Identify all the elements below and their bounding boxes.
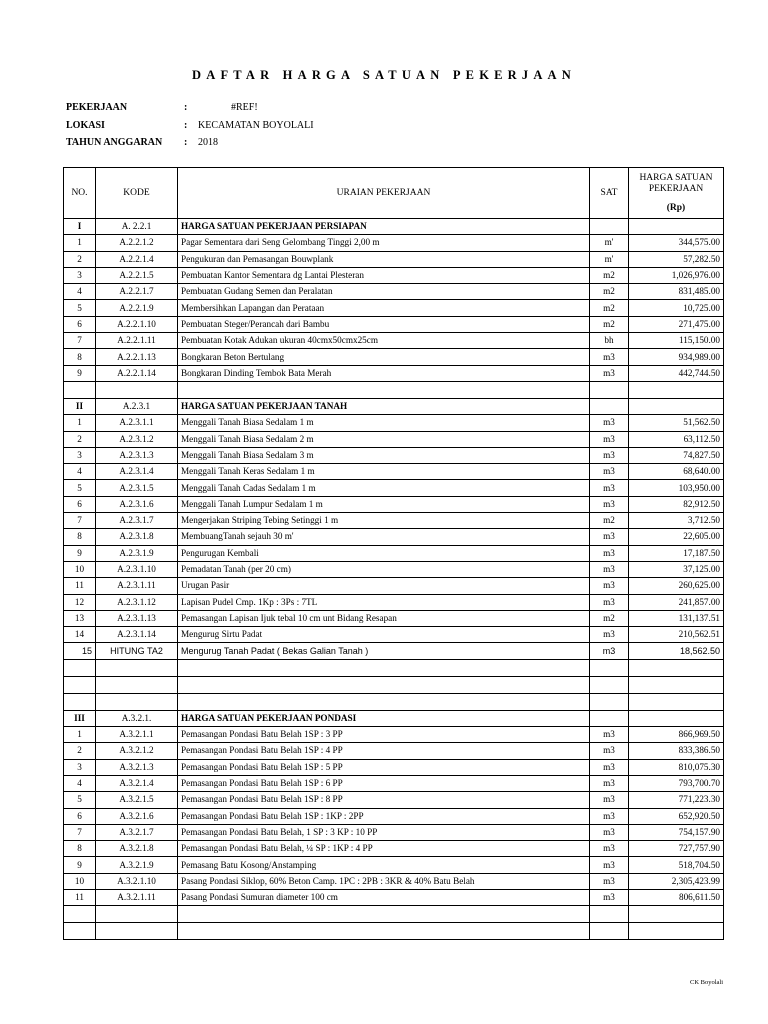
cell-uraian: Pemasangan Pondasi Batu Belah 1SP : 5 PP [178,759,590,775]
cell-uraian: Menggali Tanah Lumpur Sedalam 1 m [178,496,590,512]
cell-no: 2 [64,251,96,267]
cell-harga: 74,827.50 [629,447,724,463]
cell-kode: A.2.2.1.2 [96,235,178,251]
cell-harga: 344,575.00 [629,235,724,251]
cell-kode: A.3.2.1.3 [96,759,178,775]
cell-kode: A.3.2.1.9 [96,857,178,873]
cell-sat: m3 [590,873,629,889]
cell-sat: m3 [590,857,629,873]
cell-sat: m2 [590,267,629,283]
cell-kode: A.2.2.1.7 [96,284,178,300]
section-row [64,219,724,235]
cell-sat: m3 [590,594,629,610]
cell-uraian [178,693,590,710]
cell-uraian: Membersihkan Lapangan dan Perataan [178,300,590,316]
cell-kode: HITUNG TA2 [96,643,178,659]
table-row [64,447,724,463]
cell-no: II [64,398,96,414]
cell-uraian: Pengurugan Kembali [178,545,590,561]
section-row [64,398,724,414]
empty-row [64,923,724,940]
cell-sat [590,906,629,923]
table-row [64,464,724,480]
cell-sat [590,693,629,710]
cell-harga: 1,026,976.00 [629,267,724,283]
cell-uraian: Pembuatan Steger/Perancah dari Bambu [178,316,590,332]
table-row [64,333,724,349]
cell-no: 9 [64,545,96,561]
cell-kode: A.3.2.1.11 [96,889,178,905]
cell-sat: m2 [590,513,629,529]
cell-uraian: Menggali Tanah Keras Sedalam 1 m [178,464,590,480]
cell-no: 15 [64,643,96,659]
cell-kode: A.2.3.1.1 [96,415,178,431]
table-row [64,775,724,791]
cell-no: 1 [64,415,96,431]
cell-kode: A.2.3.1.5 [96,480,178,496]
cell-harga: 260,625.00 [629,578,724,594]
cell-kode: A.3.2.1.4 [96,775,178,791]
cell-no: 7 [64,824,96,840]
footer-note: CK Boyolali [690,979,724,986]
cell-no [64,923,96,940]
cell-sat [590,381,629,398]
cell-kode: A.2.3.1.10 [96,561,178,577]
cell-harga: 754,157.90 [629,824,724,840]
section-row [64,710,724,726]
cell-uraian: Bongkaran Beton Bertulang [178,349,590,365]
cell-harga [629,398,724,414]
price-table [63,167,724,940]
cell-uraian [178,676,590,693]
cell-sat: m3 [590,496,629,512]
cell-uraian [178,381,590,398]
cell-sat [590,676,629,693]
cell-harga: 271,475.00 [629,316,724,332]
info-label: TAHUN ANGGARAN [66,137,163,148]
cell-harga: 934,989.00 [629,349,724,365]
cell-no: 3 [64,447,96,463]
cell-no [64,659,96,676]
cell-harga: 866,969.50 [629,727,724,743]
cell-kode: A.2.3.1.12 [96,594,178,610]
table-row [64,759,724,775]
cell-kode: A.2.2.1.11 [96,333,178,349]
cell-uraian: Pemasangan Pondasi Batu Belah 1SP : 6 PP [178,775,590,791]
cell-no: 2 [64,431,96,447]
cell-kode: A. 2.2.1 [96,219,178,235]
cell-no [64,676,96,693]
cell-kode: A.2.3.1.7 [96,513,178,529]
cell-no: 14 [64,627,96,643]
cell-uraian: Menggali Tanah Biasa Sedalam 1 m [178,415,590,431]
cell-no: 4 [64,775,96,791]
cell-uraian: HARGA SATUAN PEKERJAAN TANAH [178,398,590,414]
cell-harga: 771,223.30 [629,792,724,808]
cell-harga: 833,386.50 [629,743,724,759]
cell-harga [629,710,724,726]
cell-kode [96,923,178,940]
table-row [64,578,724,594]
cell-no: 4 [64,284,96,300]
cell-uraian: Bongkaran Dinding Tembok Bata Merah [178,365,590,381]
cell-sat: m3 [590,727,629,743]
cell-no: 7 [64,513,96,529]
table-header [64,168,724,219]
cell-sat: m2 [590,300,629,316]
info-colon: : [184,102,188,113]
table-row [64,267,724,283]
cell-no: 8 [64,349,96,365]
cell-sat: m3 [590,447,629,463]
info-value: KECAMATAN BOYOLALI [198,120,314,131]
info-colon: : [184,137,188,148]
cell-harga [629,676,724,693]
cell-harga: 17,187.50 [629,545,724,561]
cell-uraian: Pemasangan Pondasi Batu Belah 1SP : 1KP : 2PP [178,808,590,824]
cell-sat: m3 [590,578,629,594]
cell-kode [96,381,178,398]
cell-uraian: Pembuatan Kantor Sementara dg Lantai Plesteran [178,267,590,283]
cell-kode: A.3.2.1.1 [96,727,178,743]
cell-harga: 652,920.50 [629,808,724,824]
cell-uraian: Pemasangan Pondasi Batu Belah 1SP : 8 PP [178,792,590,808]
cell-kode: A.2.3.1.13 [96,610,178,626]
cell-no: III [64,710,96,726]
cell-harga: 10,725.00 [629,300,724,316]
cell-uraian: Mengurug Tanah Padat ( Bekas Galian Tanah ) [178,643,590,659]
cell-kode: A.2.3.1.3 [96,447,178,463]
table-row [64,316,724,332]
cell-harga: 115,150.00 [629,333,724,349]
cell-uraian: Pemasangan Pondasi Batu Belah 1SP : 4 PP [178,743,590,759]
cell-no: 1 [64,727,96,743]
empty-row [64,906,724,923]
table-row [64,300,724,316]
cell-no: 13 [64,610,96,626]
cell-kode: A.2.3.1.4 [96,464,178,480]
cell-harga [629,693,724,710]
cell-no: 11 [64,889,96,905]
cell-sat [590,923,629,940]
cell-kode: A.3.2.1.6 [96,808,178,824]
header-uraian: URAIAN PEKERJAAN [178,168,590,219]
header-harga-unit: (Rp) [666,202,686,213]
cell-uraian: MembuangTanah sejauh 30 m' [178,529,590,545]
table-row [64,480,724,496]
table-row [64,251,724,267]
table-body [64,219,724,940]
table-row [64,529,724,545]
cell-sat: m3 [590,349,629,365]
cell-harga: 793,700.70 [629,775,724,791]
empty-row [64,693,724,710]
cell-no: 6 [64,496,96,512]
table-row [64,431,724,447]
empty-row [64,381,724,398]
cell-sat: m3 [590,545,629,561]
table-row [64,349,724,365]
cell-kode: A.3.2.1.8 [96,841,178,857]
cell-sat: m3 [590,464,629,480]
cell-harga [629,219,724,235]
info-value: #REF! [231,102,258,113]
cell-no: 8 [64,529,96,545]
cell-uraian: Pasang Pondasi Siklop, 60% Beton Camp. 1PC : 2PB : 3KR & 40% Batu Belah [178,873,590,889]
table-row [64,496,724,512]
cell-sat: bh [590,333,629,349]
cell-sat: m3 [590,775,629,791]
info-value: 2018 [198,137,218,148]
cell-sat [590,398,629,414]
cell-harga: 831,485.00 [629,284,724,300]
cell-kode [96,659,178,676]
cell-harga: 63,112.50 [629,431,724,447]
cell-kode: A.3.2.1.5 [96,792,178,808]
cell-sat: m2 [590,284,629,300]
cell-uraian: Pemasang Batu Kosong/Anstamping [178,857,590,873]
cell-sat: m3 [590,743,629,759]
cell-sat: m3 [590,841,629,857]
cell-harga: 82,912.50 [629,496,724,512]
cell-kode: A.2.2.1.9 [96,300,178,316]
cell-uraian [178,906,590,923]
cell-no: 2 [64,743,96,759]
cell-uraian: Pengukuran dan Pemasangan Bouwplank [178,251,590,267]
cell-no: 1 [64,235,96,251]
cell-uraian: Lapisan Pudel Cmp. 1Kp : 3Ps : 7TL [178,594,590,610]
cell-harga [629,381,724,398]
cell-harga: 131,137.51 [629,610,724,626]
cell-no: 7 [64,333,96,349]
cell-no: I [64,219,96,235]
cell-no [64,906,96,923]
cell-no: 4 [64,464,96,480]
cell-uraian [178,923,590,940]
cell-kode [96,906,178,923]
cell-harga: 518,704.50 [629,857,724,873]
cell-uraian: Mengerjakan Striping Tebing Setinggi 1 m [178,513,590,529]
header-harga-line2: PEKERJAAN [648,183,704,194]
table-row [64,627,724,643]
cell-sat: m2 [590,316,629,332]
cell-harga [629,923,724,940]
cell-uraian: Pemasangan Pondasi Batu Belah, ¼ SP : 1KP : 4 PP [178,841,590,857]
cell-no: 6 [64,808,96,824]
cell-harga: 2,305,423.99 [629,873,724,889]
cell-kode: A.2.3.1.14 [96,627,178,643]
cell-harga: 51,562.50 [629,415,724,431]
table-row [64,873,724,889]
cell-sat: m3 [590,889,629,905]
table-row [64,727,724,743]
cell-sat [590,219,629,235]
cell-kode: A.3.2.1.10 [96,873,178,889]
info-colon: : [184,120,188,131]
cell-sat: m' [590,235,629,251]
cell-uraian: Pemasangan Pondasi Batu Belah 1SP : 3 PP [178,727,590,743]
cell-kode: A.2.3.1.8 [96,529,178,545]
cell-harga [629,906,724,923]
table-row [64,545,724,561]
cell-sat: m3 [590,824,629,840]
empty-row [64,659,724,676]
table-row [64,743,724,759]
cell-uraian: Pagar Sementara dari Seng Gelombang Tinggi 2,00 m [178,235,590,251]
header-harga-line1: HARGA SATUAN [639,172,713,183]
cell-sat: m3 [590,415,629,431]
cell-no: 5 [64,300,96,316]
cell-harga: 68,640.00 [629,464,724,480]
table-row [64,365,724,381]
table-row [64,643,724,659]
cell-sat: m3 [590,808,629,824]
cell-harga: 18,562.50 [629,643,724,659]
cell-uraian: Pemasangan Pondasi Batu Belah, 1 SP : 3 KP : 10 PP [178,824,590,840]
cell-harga: 22,605.00 [629,529,724,545]
cell-uraian: Pemadatan Tanah (per 20 cm) [178,561,590,577]
cell-uraian: Mengurug Sirtu Padat [178,627,590,643]
cell-sat: m' [590,251,629,267]
cell-no: 5 [64,792,96,808]
cell-harga: 3,712.50 [629,513,724,529]
cell-harga: 57,282.50 [629,251,724,267]
cell-harga: 442,744.50 [629,365,724,381]
cell-kode: A.3.2.1.7 [96,824,178,840]
info-label: LOKASI [66,120,105,131]
cell-no: 9 [64,857,96,873]
cell-kode: A.2.2.1.13 [96,349,178,365]
cell-no: 3 [64,759,96,775]
cell-sat: m3 [590,431,629,447]
table-row [64,824,724,840]
cell-kode: A.2.3.1 [96,398,178,414]
table-row [64,857,724,873]
cell-kode [96,676,178,693]
cell-no: 12 [64,594,96,610]
cell-uraian: Pembuatan Kotak Adukan ukuran 40cmx50cmx25cm [178,333,590,349]
cell-sat: m3 [590,529,629,545]
table-row [64,594,724,610]
cell-uraian: Menggali Tanah Cadas Sedalam 1 m [178,480,590,496]
cell-uraian: Pasang Pondasi Sumuran diameter 100 cm [178,889,590,905]
cell-harga: 37,125.00 [629,561,724,577]
cell-uraian: HARGA SATUAN PEKERJAAN PERSIAPAN [178,219,590,235]
table-row [64,792,724,808]
cell-uraian: Menggali Tanah Biasa Sedalam 2 m [178,431,590,447]
header-kode: KODE [96,168,178,219]
cell-harga: 806,611.50 [629,889,724,905]
cell-harga: 210,562.51 [629,627,724,643]
cell-sat: m3 [590,792,629,808]
cell-sat: m2 [590,610,629,626]
cell-kode: A.2.3.1.9 [96,545,178,561]
cell-no: 11 [64,578,96,594]
table-row [64,561,724,577]
cell-sat: m3 [590,561,629,577]
cell-uraian: Urugan Pasir [178,578,590,594]
cell-kode: A.2.2.1.4 [96,251,178,267]
cell-sat: m3 [590,365,629,381]
cell-kode: A.3.2.1.2 [96,743,178,759]
cell-sat [590,659,629,676]
cell-harga: 241,857.00 [629,594,724,610]
cell-uraian: Pembuatan Gudang Semen dan Peralatan [178,284,590,300]
cell-no: 3 [64,267,96,283]
table-row [64,808,724,824]
cell-kode: A.2.2.1.10 [96,316,178,332]
cell-sat: m3 [590,627,629,643]
cell-no: 8 [64,841,96,857]
cell-harga [629,659,724,676]
cell-sat: m3 [590,759,629,775]
cell-no: 5 [64,480,96,496]
cell-uraian: HARGA SATUAN PEKERJAAN PONDASI [178,710,590,726]
cell-kode [96,693,178,710]
table-row [64,841,724,857]
cell-sat: m3 [590,480,629,496]
cell-no: 10 [64,561,96,577]
table-row [64,610,724,626]
cell-harga: 103,950.00 [629,480,724,496]
table-row [64,235,724,251]
table-row [64,513,724,529]
header-harga [629,168,724,219]
cell-uraian: Menggali Tanah Biasa Sedalam 3 m [178,447,590,463]
table-row [64,284,724,300]
info-label: PEKERJAAN [66,102,128,113]
header-sat: SAT [590,168,629,219]
cell-kode: A.3.2.1. [96,710,178,726]
cell-no: 10 [64,873,96,889]
table-row [64,415,724,431]
table-row [64,889,724,905]
cell-uraian [178,659,590,676]
empty-row [64,676,724,693]
cell-sat: m3 [590,643,629,659]
cell-no: 6 [64,316,96,332]
cell-kode: A.2.3.1.11 [96,578,178,594]
cell-kode: A.2.2.1.5 [96,267,178,283]
header-no: NO. [64,168,96,219]
page-title: DAFTAR HARGA SATUAN PEKERJAAN [191,68,577,82]
cell-kode: A.2.3.1.6 [96,496,178,512]
cell-no [64,693,96,710]
cell-no [64,381,96,398]
cell-uraian: Pemasangan Lapisan Ijuk tebal 10 cm unt Bidang Resapan [178,610,590,626]
cell-harga: 727,757.90 [629,841,724,857]
cell-kode: A.2.3.1.2 [96,431,178,447]
cell-sat [590,710,629,726]
cell-no: 9 [64,365,96,381]
cell-harga: 810,075.30 [629,759,724,775]
cell-kode: A.2.2.1.14 [96,365,178,381]
